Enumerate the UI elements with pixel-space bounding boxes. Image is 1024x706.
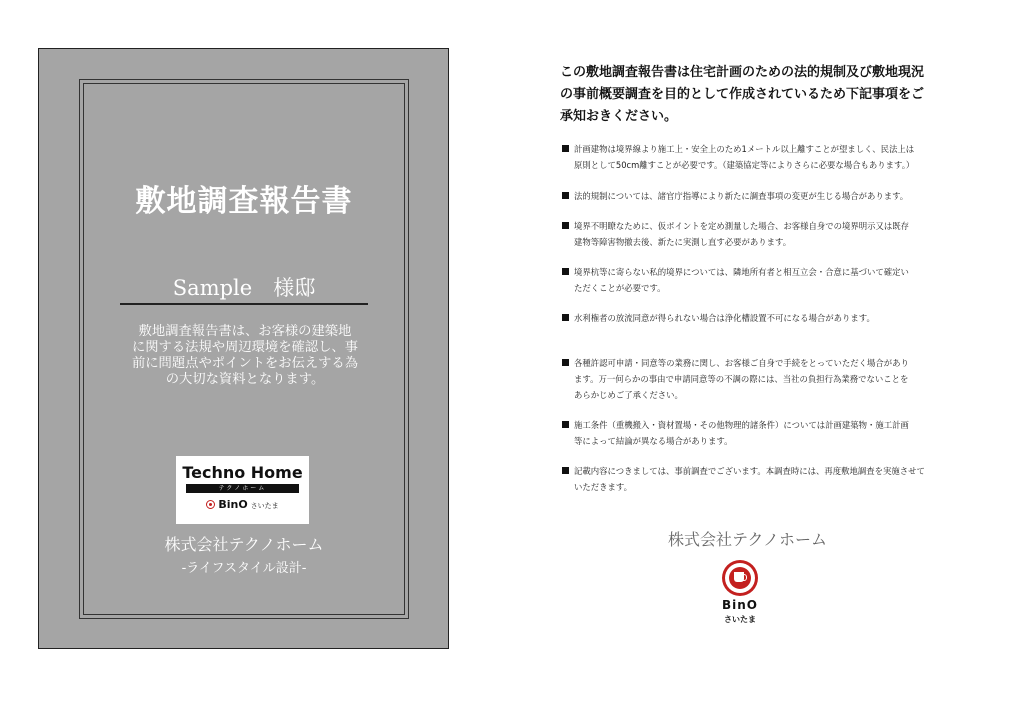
note-line: ただくことが必要です。 [574,283,666,293]
bullet-square-icon [562,467,569,474]
note-line: 境界不明瞭なために、仮ポイントを定め測量した場合、お客様自身での境界明示又は既存 [574,221,909,231]
description-line: 敷地調査報告書は、お客様の建築地 [138,324,352,339]
bullet-square-icon [562,359,569,366]
cover-division: -ライフスタイル設計- [181,561,307,576]
note-item [562,188,952,204]
note-line: 計画建物は境界線より施工上・安全上のため1メートル以上離すことが望ましく、民法上は [574,144,915,154]
description-line: の大切な資料となります。 [165,372,325,387]
intro-line: この敷地調査報告書は住宅計画のための法的規制及び敷地現況 [560,65,925,80]
note-item [562,355,952,403]
bullet-square-icon [562,192,569,199]
note-line: 各種許認可申請・同意等の業務に関し、お客様ご自身で手続をとっていただく場合があり [574,358,909,368]
note-line: 境界杭等に寄らない私的境界については、隣地所有者と相互立会・合意に基づいて確定い [574,267,909,277]
logo-sub-text: BinO [218,498,248,511]
cover-description [122,324,368,388]
note-line: 法的規制については、諸官庁指導により新たに調査事項の変更が生じる場合があります。 [574,191,909,201]
note-line: 施工条件（重機搬入・資材置場・その他物理的諸条件）については計画建築物・施工計画 [574,420,909,430]
cup-icon [734,572,744,582]
note-line: 水利権者の放流同意が得られない場合は浄化槽設置不可になる場合があります。 [574,313,875,323]
cover-page [38,48,449,649]
bullet-square-icon [562,268,569,275]
cover-company-name: 株式会社テクノホーム [164,535,324,554]
report-title: 敷地調査報告書 [135,184,353,219]
note-line: あらかじめご了承ください。 [574,390,683,400]
bino-wordmark: BinO [721,598,758,612]
note-line: 建物等障害物撤去後、新たに実測し直す必要があります。 [574,237,792,247]
client-underline [120,303,368,305]
logo-bar-text: テクノホーム [186,484,299,493]
note-line: ます。万一何らかの事由で申請同意等の不調の際には、当社の負担行為業務でないことを [574,374,909,384]
intro-line: 承知おきください。 [560,109,678,124]
bino-wordmark-sub: さいたま [724,615,756,624]
description-line: 前に問題点やポイントをお伝えする為 [131,356,359,371]
techno-home-logo [176,456,309,524]
bino-dot-icon [206,500,215,509]
logo-sub [176,498,309,511]
notes-intro [560,62,960,128]
note-item [562,141,952,173]
note-item [562,463,952,495]
cover-frame [79,79,409,619]
logo-sub-small: さいたま [250,502,279,510]
note-item [562,310,952,326]
note-line: 記載内容につきましては、事前調査でございます。本調査時には、再度敷地調査を実施させて [574,466,925,476]
note-line: 等によって結論が異なる場合があります。 [574,436,733,446]
note-item [562,417,952,449]
bullet-square-icon [562,145,569,152]
notes-company-name: 株式会社テクノホーム [667,530,828,549]
note-item [562,264,952,296]
note-line: いただきます。 [574,482,632,492]
bullet-square-icon [562,222,569,229]
bullet-square-icon [562,314,569,321]
note-line: 原則として50cm離すことが必要です。（建築協定等によりさらに必要な場合もあります。） [574,160,915,170]
note-item [562,218,952,250]
bullet-square-icon [562,421,569,428]
description-line: に関する法規や周辺環境を確認し、事 [131,340,359,355]
logo-main-text: Techno Home [182,463,303,482]
intro-line: の事前概要調査を目的として作成されているため下記事項をご [560,87,925,102]
client-name: Sample 様邸 [172,276,316,300]
